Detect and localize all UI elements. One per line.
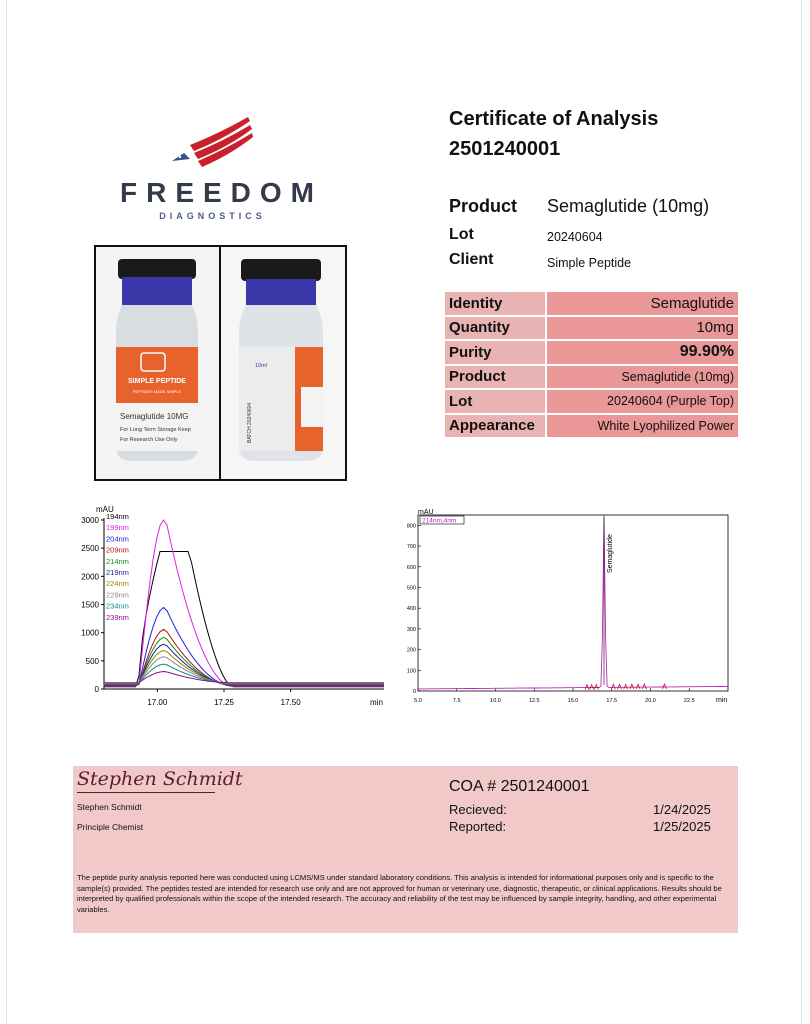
signature-underline [77, 792, 215, 793]
y-tick-label: 700 [406, 544, 416, 551]
integration-marker [594, 685, 598, 690]
lot-spec-value: 20240604 (Purple Top) [546, 389, 738, 414]
peak-label: Semaglutide [607, 534, 614, 573]
x-tick-label: 17.5 [606, 698, 618, 704]
integration-marker [618, 684, 622, 689]
specification-table [445, 292, 738, 439]
multi-wavelength-chromatogram [72, 498, 390, 720]
product-photos [94, 245, 347, 481]
signature: Stephen Schmidt [77, 768, 243, 790]
y-tick-label: 2500 [81, 544, 99, 554]
product-spec-label: Product [445, 365, 546, 390]
integration-marker [585, 685, 589, 690]
legend-entry: 204nm [106, 534, 129, 544]
y-tick-label: 0 [94, 685, 99, 694]
x-tick-label: 7.5 [452, 698, 461, 704]
y-unit-label: mAU [96, 505, 114, 514]
chart-series-group [104, 520, 384, 687]
vial-fill-text: 10ml [255, 363, 267, 369]
chart-axes [407, 515, 728, 704]
integration-marker [636, 684, 640, 689]
chromatogram-trace [418, 518, 728, 689]
table-row [445, 414, 738, 439]
y-tick-label: 600 [406, 564, 416, 571]
vial-storage-text: For Long Term Storage Keep [120, 427, 191, 433]
y-tick-label: 1000 [81, 628, 99, 638]
table-row [445, 316, 738, 341]
signer-title: Principle Chemist [77, 822, 144, 832]
identity-label: Identity [445, 292, 546, 316]
brand-name: FREEDOM [120, 177, 323, 208]
quantity-label: Quantity [445, 316, 546, 341]
x-tick-label: 17.50 [280, 698, 301, 707]
vial-brand-text: SIMPLE PEPTIDE [128, 378, 186, 385]
x-tick-label: 17.25 [213, 698, 235, 707]
x-unit-label: min [716, 697, 728, 704]
received-label: Recieved: [449, 802, 507, 817]
integration-marker [642, 684, 646, 689]
client-label: Client [449, 251, 494, 268]
series-label: 214nm,4nm [422, 517, 457, 525]
vial-tagline-text: PEPTIDES MADE SIMPLE [132, 389, 182, 394]
table-row [445, 389, 738, 414]
lot-label: Lot [449, 226, 474, 243]
product-value: Semaglutide (10mg) [547, 196, 710, 216]
y-tick-label: 200 [406, 647, 416, 654]
legend-entry: 239nm [106, 612, 129, 622]
reported-date: 1/25/2025 [653, 819, 711, 834]
table-row [445, 292, 738, 316]
y-tick-label: 500 [406, 585, 416, 592]
y-tick-label: 2000 [81, 572, 99, 582]
legend-entry: 209nm [106, 545, 129, 555]
vial-batch-text: BATCH 20240604 [247, 402, 253, 443]
plot-frame [418, 515, 728, 691]
integration-marker [590, 685, 594, 690]
x-tick-label: 15.0 [567, 698, 579, 704]
quantity-value: 10mg [546, 316, 738, 341]
lot-value: 20240604 [547, 230, 603, 244]
signer-name: Stephen Schmidt [77, 802, 142, 812]
x-unit-label: min [370, 698, 383, 707]
purity-label: Purity [445, 340, 546, 365]
certificate-number: 2501240001 [449, 138, 561, 160]
reported-label: Reported: [449, 819, 507, 834]
disclaimer-text: The peptide purity analysis reported here was conducted using LCMS/MS under standard laboratory conditions. This analysis is intended for informational purposes only and is specific to the sample(s) provided. The peptides tested are intended for research use only and are not approved for human or veterinary use, diagnostic, therapeutic, or clinical applications. Results should be interpreted by qualified professionals within the scope of the intended research. The accuracy and reliability of the test may be influenced by sample integrity, handling, and other experimental variables. [77, 873, 722, 914]
chart-legend [106, 512, 129, 622]
y-tick-label: 100 [406, 668, 416, 675]
legend-entry: 214nm [106, 556, 129, 566]
signature-footer [73, 766, 738, 933]
lot-spec-label: Lot [445, 389, 546, 414]
y-tick-label: 1500 [81, 600, 99, 610]
purity-value: 99.90% [546, 340, 738, 365]
certificate-title-block [449, 104, 658, 164]
x-tick-label: 10.0 [490, 698, 501, 704]
legend-entry: 224nm [106, 579, 129, 589]
vial-back-photo [221, 247, 345, 479]
flag-swoosh-icon [120, 115, 305, 175]
purity-chromatogram [406, 505, 735, 710]
y-unit-label: mAU [418, 509, 434, 516]
series-line-209nm [104, 629, 384, 685]
y-tick-label: 400 [406, 606, 416, 613]
appearance-label: Appearance [445, 414, 546, 439]
legend-entry: 234nm [106, 601, 129, 611]
integration-marker [624, 684, 628, 689]
brand-subtitle: DIAGNOSTICS [159, 211, 266, 221]
x-tick-label: 12.5 [528, 698, 540, 704]
integration-marker [662, 684, 666, 689]
product-spec-value: Semaglutide (10mg) [546, 365, 738, 390]
y-tick-label: 500 [85, 656, 99, 666]
table-row [445, 365, 738, 390]
legend-entry: 219nm [106, 568, 129, 577]
x-tick-label: 22.5 [683, 698, 695, 704]
client-value: Simple Peptide [547, 256, 632, 270]
legend-entry: 194nm [106, 512, 129, 521]
legend-entry: 199nm [106, 523, 129, 533]
y-tick-label: 0 [412, 689, 416, 695]
y-tick-label: 3000 [81, 516, 99, 525]
product-label: Product [449, 196, 518, 216]
x-tick-label: 17.00 [147, 698, 168, 707]
identity-value: Semaglutide [546, 292, 738, 316]
appearance-value: White Lyophilized Power [546, 414, 738, 439]
vial-research-text: For Research Use Only [120, 437, 178, 443]
coa-number: COA # 2501240001 [449, 778, 590, 795]
vial-front-photo [96, 247, 221, 479]
integration-marker [611, 684, 615, 689]
y-tick-label: 300 [406, 626, 416, 633]
table-row [445, 340, 738, 365]
x-tick-label: 5.0 [414, 698, 422, 704]
y-tick-label: 800 [406, 523, 416, 530]
x-tick-label: 20.0 [645, 698, 656, 704]
freedom-diagnostics-logo [120, 115, 323, 225]
legend-entry: 229nm [106, 590, 129, 600]
chart-series-group [418, 515, 728, 690]
page-title: Certificate of Analysis [449, 108, 659, 130]
vial-product-text: Semaglutide 10MG [120, 412, 189, 421]
integration-marker [630, 684, 634, 689]
received-date: 1/24/2025 [653, 802, 711, 817]
